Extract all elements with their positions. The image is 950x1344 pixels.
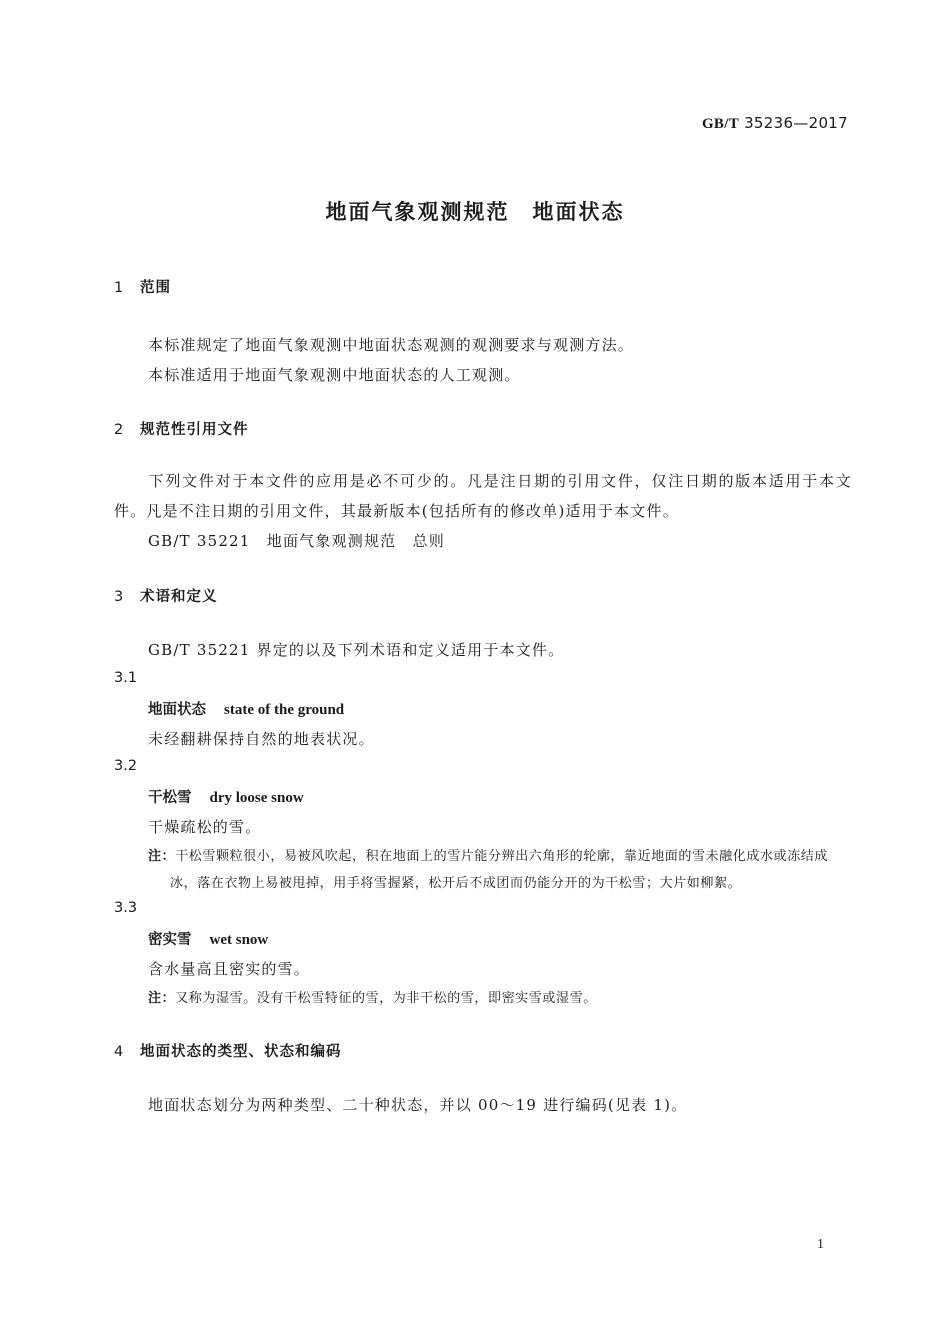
term-number: 3.3 [114,900,138,916]
term-note [148,987,597,1006]
term-definition: 干燥疏松的雪。 [148,818,262,836]
note-label: 注： [148,991,176,1006]
section-heading-scope [114,276,171,297]
section-number: 1 [114,280,125,296]
document-title: 地面气象观测规范 地面状态 [325,200,625,224]
term-number: 3.1 [114,670,138,686]
term-note [148,845,828,864]
term-english: wet snow [209,932,269,948]
term-chinese: 密实雪 [148,932,192,948]
note-text-line-1: 又称为湿雪。没有干松雪特征的雪，为非干松的雪，即密实雪或湿雪。 [175,991,597,1006]
term-definition: 未经翻耕保持自然的地表状况。 [148,730,375,748]
section-title: 范围 [140,280,171,296]
normative-references-paragraph [114,466,852,526]
term-heading [148,786,304,807]
section-number: 4 [114,1044,125,1060]
term-number: 3.2 [114,758,138,774]
section-number: 3 [114,589,125,605]
section-title: 规范性引用文件 [140,422,249,438]
term-english: dry loose snow [209,790,304,806]
term-heading [148,698,344,719]
terms-intro: GB/T 35221 界定的以及下列术语和定义适用于本文件。 [148,641,565,659]
reference-item: GB/T 35221 地面气象观测规范 总则 [148,532,445,550]
scope-paragraph-1: 本标准规定了地面气象观测中地面状态观测的观测要求与观测方法。 [148,336,635,354]
section-number: 2 [114,422,125,438]
note-label: 注： [148,849,176,864]
term-chinese: 地面状态 [148,702,206,718]
section-heading-normative-references [114,418,249,439]
section-title: 术语和定义 [140,589,218,605]
note-text-line-1: 干松雪颗粒很小，易被风吹起，积在地面上的雪片能分辨出六角形的轮廓，靠近地面的雪未融化成水或冻结成 [175,849,829,864]
term-heading [148,928,268,949]
normative-references-text: 下列文件对于本文件的应用是必不可少的。凡是注日期的引用文件，仅注日期的版本适用于本文件。凡是不注日期的引用文件，其最新版本(包括所有的修改单)适用于本文件。 [114,472,852,520]
standard-code-prefix: GB/T [701,116,740,132]
section-heading-terms-definitions [114,585,218,606]
standard-code [702,114,848,133]
types-paragraph: 地面状态划分为两种类型、二十种状态，并以 00～19 进行编码(见表 1)。 [148,1096,688,1114]
section-title: 地面状态的类型、状态和编码 [140,1044,342,1060]
standard-code-number: 35236—2017 [744,114,848,132]
section-heading-types-states-codes [114,1040,342,1061]
term-definition: 含水量高且密实的雪。 [148,960,311,978]
term-chinese: 干松雪 [148,790,192,806]
scope-paragraph-2: 本标准适用于地面气象观测中地面状态的人工观测。 [148,366,521,384]
page-number: 1 [817,1237,824,1252]
term-note-continuation: 冰，落在衣物上易被甩掉，用手将雪握紧，松开后不成团而仍能分开的为干松雪；大片如柳絮。 [170,876,742,891]
term-english: state of the ground [224,702,345,718]
